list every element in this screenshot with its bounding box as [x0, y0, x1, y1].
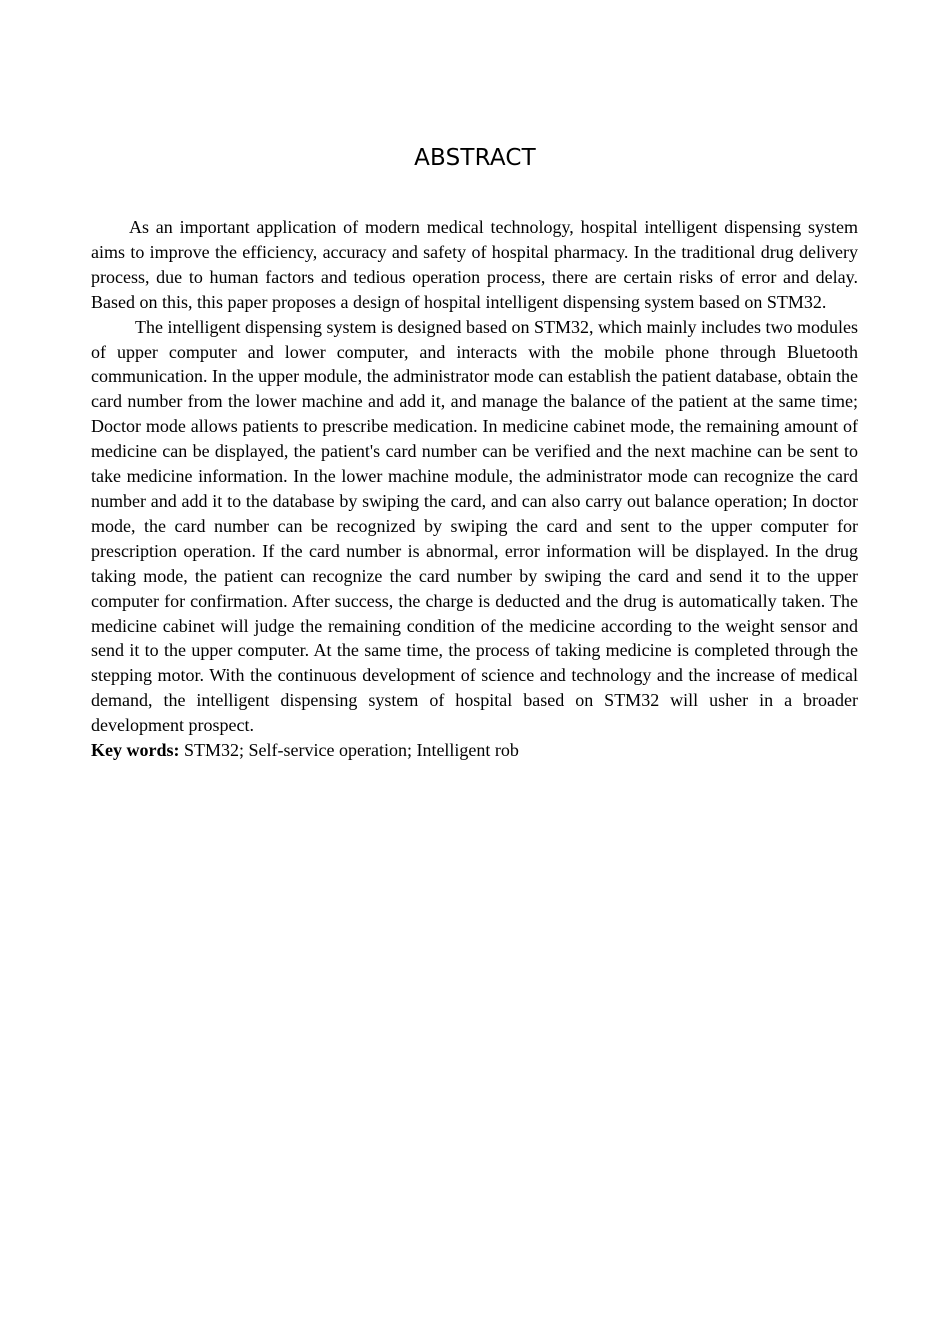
- abstract-body: [91, 215, 858, 763]
- abstract-title: ABSTRACT: [414, 145, 536, 171]
- abstract-paragraph-2: The intelligent dispensing system is designed based on STM32, which mainly includes two modules of upper computer and lower computer, and interacts with the mobile phone through Bluetooth communication. In the upper module, the administrator mode can establish the patient database, obtain the card number from the lower machine and add it, and manage the balance of the patient at the same time; Doctor mode allows patients to prescribe medication. In medicine cabinet mode, the remaining amount of medicine can be displayed, the patient's card number can be verified and the next machine can be sent to take medicine information. In the lower machine module, the administrator mode can recognize the card number and add it to the database by swiping the card, and can also carry out balance operation; In doctor mode, the card number can be recognized by swiping the card and sent to the upper computer for prescription operation. If the card number is abnormal, error information will be displayed. In the drug taking mode, the patient can recognize the card number by swiping the card and send it to the upper computer for confirmation. After success, the charge is deducted and the drug is automatically taken. The medicine cabinet will judge the remaining condition of the medicine according to the weight sensor and send it to the upper computer. At the same time, the process of taking medicine is completed through the stepping motor. With the continuous development of science and technology and the increase of medical demand, the intelligent dispensing system of hospital based on STM32 will usher in a broader development prospect.: [91, 316, 858, 736]
- keywords-text: STM32; Self-service operation; Intelligent rob: [179, 740, 519, 761]
- keywords-line: [91, 738, 858, 763]
- keywords-label: Key words:: [91, 740, 180, 761]
- abstract-paragraph-1: As an important application of modern medical technology, hospital intelligent dispensing system aims to improve the efficiency, accuracy and safety of hospital pharmacy. In the traditional drug delivery process, due to human factors and tedious operation process, there are certain risks of error and delay. Based on this, this paper proposes a design of hospital intelligent dispensing system based on STM32.: [91, 217, 858, 312]
